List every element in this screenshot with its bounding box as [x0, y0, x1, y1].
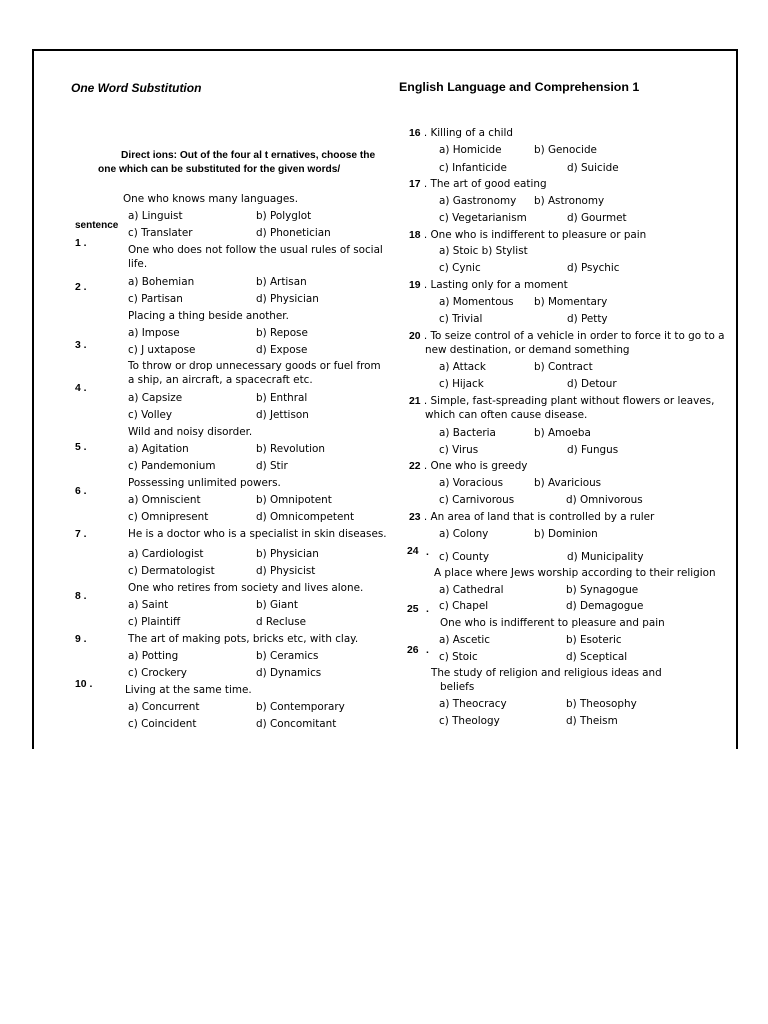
- option-a: a) Theocracy: [439, 698, 507, 710]
- question-number: 7 .: [75, 529, 87, 540]
- question-stem: . Lasting only for a moment: [420, 279, 568, 291]
- option-a: a) Bacteria: [439, 427, 496, 439]
- option-c: c) Virus: [439, 444, 479, 456]
- question-stem: . An area of land that is controlled by a ruler: [420, 511, 655, 523]
- question-number-dot: .: [426, 645, 429, 656]
- question-number-dot: .: [426, 604, 429, 615]
- option-d: d) Sceptical: [566, 651, 628, 663]
- option-c: c) Hijack: [439, 378, 484, 390]
- question-number: 19: [409, 280, 421, 291]
- option-a: a) Attack: [439, 361, 486, 373]
- option-d: d) Expose: [256, 344, 308, 356]
- option-b: b) Contract: [534, 361, 593, 373]
- question-number: 26: [407, 645, 419, 656]
- option-a: a) Agitation: [128, 443, 189, 455]
- question-stem: To throw or drop unnecessary goods or fuel from: [128, 360, 381, 372]
- document-subject: One Word Substitution: [71, 81, 202, 95]
- option-d: d) Concomitant: [256, 718, 337, 730]
- option-a: a) Omniscient: [128, 494, 201, 506]
- question-stem: . Simple, fast-spreading plant without flowers or leaves,: [420, 395, 715, 407]
- question-stem: . Killing of a child: [420, 127, 513, 139]
- option-a: a) Saint: [128, 599, 169, 611]
- option-c: c) Chapel: [439, 600, 489, 612]
- question-number: 10 .: [75, 679, 93, 690]
- option-d: d) Phonetician: [256, 227, 331, 239]
- option-c: c) County: [439, 551, 490, 563]
- question-stem-cont: beliefs: [440, 681, 475, 693]
- question-stem: . To seize control of a vehicle in order to force it to go to a: [420, 330, 725, 342]
- option-b: b) Theosophy: [566, 698, 637, 710]
- option-d: d) Gourmet: [567, 212, 627, 224]
- question-stem: Possessing unlimited powers.: [128, 477, 281, 489]
- option-c: c) Omnipresent: [128, 511, 209, 523]
- question-stem: . One who is indifferent to pleasure or pain: [420, 229, 647, 241]
- question-stem-cont: new destination, or demand something: [425, 344, 630, 356]
- question-stem: One who retires from society and lives alone.: [128, 582, 364, 594]
- option-b: b) Polyglot: [256, 210, 312, 222]
- option-d: d) Stir: [256, 460, 288, 472]
- option-c: c) Infanticide: [439, 162, 507, 174]
- question-number: 2 .: [75, 282, 87, 293]
- question-number: 18: [409, 230, 421, 241]
- question-stem: One who is indifferent to pleasure and pain: [440, 617, 665, 629]
- option-d: d) Jettison: [256, 409, 309, 421]
- question-number: 17: [409, 179, 421, 190]
- option-d: d) Fungus: [567, 444, 619, 456]
- question-stem: Placing a thing beside another.: [128, 310, 289, 322]
- question-number: 23: [409, 512, 421, 523]
- question-number: 22: [409, 461, 421, 472]
- question-17: [409, 178, 547, 191]
- option-a: a) Linguist: [128, 210, 183, 222]
- question-21: [409, 395, 714, 408]
- option-b: b) Physician: [256, 548, 319, 560]
- option-d: d) Suicide: [567, 162, 619, 174]
- option-d: d) Demagogue: [566, 600, 644, 612]
- option-d: d) Detour: [567, 378, 617, 390]
- option-d: d) Psychic: [567, 262, 620, 274]
- question-number: 4 .: [75, 383, 87, 394]
- option-d: d) Dynamics: [256, 667, 322, 679]
- directions-line-1: Direct ions: Out of the four al t ernatives, choose the: [121, 150, 376, 161]
- option-a: a) Voracious: [439, 477, 503, 489]
- question-stem: The study of religion and religious ideas and: [431, 667, 662, 679]
- question-22: [409, 460, 527, 473]
- question-number: 25: [407, 604, 419, 615]
- option-c: c) Cynic: [439, 262, 481, 274]
- question-number: 24: [407, 546, 419, 557]
- option-c: c) Dermatologist: [128, 565, 215, 577]
- option-b: b) Omnipotent: [256, 494, 332, 506]
- option-b: b) Momentary: [534, 296, 608, 308]
- option-b: b) Contemporary: [256, 701, 345, 713]
- option-b: b) Ceramics: [256, 650, 319, 662]
- option-b: b) Giant: [256, 599, 298, 611]
- question-stem-cont: a ship, an aircraft, a spacecraft etc.: [128, 374, 313, 386]
- option-b: b) Dominion: [534, 528, 598, 540]
- option-c: c) J uxtapose: [128, 344, 196, 356]
- option-b: b) Enthral: [256, 392, 308, 404]
- option-a: a) Potting: [128, 650, 179, 662]
- option-a: a) Cathedral: [439, 584, 504, 596]
- option-a: a) Impose: [128, 327, 180, 339]
- question-number: 9 .: [75, 634, 87, 645]
- question-number: 6 .: [75, 486, 87, 497]
- option-a: a) Momentous: [439, 296, 514, 308]
- question-stem: A place where Jews worship according to their religion: [434, 567, 716, 579]
- option-b: b) Revolution: [256, 443, 325, 455]
- option-b: b) Genocide: [534, 144, 597, 156]
- question-23: [409, 511, 654, 524]
- document-title: English Language and Comprehension 1: [399, 80, 640, 94]
- option-a: a) Concurrent: [128, 701, 200, 713]
- option-a: a) Cardiologist: [128, 548, 204, 560]
- option-c: c) Coincident: [128, 718, 197, 730]
- question-number: 20: [409, 331, 421, 342]
- question-number: 1 .: [75, 238, 87, 249]
- option-c: c) Vegetarianism: [439, 212, 527, 224]
- option-d: d) Physician: [256, 293, 319, 305]
- question-stem: Living at the same time.: [125, 684, 252, 696]
- question-stem-cont: which can often cause disease.: [425, 409, 588, 421]
- question-stem-cont: life.: [128, 258, 148, 270]
- question-number: 21: [409, 396, 421, 407]
- option-a-b: a) Stoic b) Stylist: [439, 245, 528, 257]
- sentence-label: sentence: [75, 220, 119, 231]
- option-b: b) Avaricious: [534, 477, 602, 489]
- option-d: d) Physicist: [256, 565, 316, 577]
- question-16: [409, 127, 513, 140]
- question-number: 3 .: [75, 340, 87, 351]
- option-b: b) Artisan: [256, 276, 307, 288]
- option-d: d) Omnivorous: [566, 494, 643, 506]
- option-a: a) Homicide: [439, 144, 502, 156]
- question-number-dot: .: [426, 547, 429, 558]
- question-stem: He is a doctor who is a specialist in skin diseases.: [128, 528, 387, 540]
- option-a: a) Colony: [439, 528, 489, 540]
- option-c: c) Pandemonium: [128, 460, 216, 472]
- option-c: c) Carnivorous: [439, 494, 515, 506]
- question-stem: One who knows many languages.: [123, 193, 298, 205]
- option-c: c) Crockery: [128, 667, 187, 679]
- question-19: [409, 279, 568, 292]
- directions-line-2: one which can be substituted for the given words/: [98, 164, 341, 175]
- question-number: 16: [409, 128, 421, 139]
- option-c: c) Stoic: [439, 651, 478, 663]
- question-number: 5 .: [75, 442, 87, 453]
- option-d: d) Petty: [567, 313, 608, 325]
- question-stem: The art of making pots, bricks etc, with clay.: [128, 633, 359, 645]
- option-a: a) Capsize: [128, 392, 183, 404]
- option-b: b) Esoteric: [566, 634, 622, 646]
- question-stem: Wild and noisy disorder.: [128, 426, 253, 438]
- option-c: c) Translater: [128, 227, 193, 239]
- option-c: c) Plaintiff: [128, 616, 181, 628]
- option-a: a) Bohemian: [128, 276, 195, 288]
- question-stem: One who does not follow the usual rules of social: [128, 244, 383, 256]
- option-a: a) Gastronomy: [439, 195, 517, 207]
- question-20: [409, 330, 725, 343]
- option-b: b) Amoeba: [534, 427, 591, 439]
- option-d: d) Theism: [566, 715, 618, 727]
- option-c: c) Trivial: [439, 313, 483, 325]
- option-d: d Recluse: [256, 616, 307, 628]
- question-18: [409, 229, 646, 242]
- option-c: c) Volley: [128, 409, 173, 421]
- option-b: b) Synagogue: [566, 584, 639, 596]
- option-d: d) Municipality: [567, 551, 644, 563]
- option-d: d) Omnicompetent: [256, 511, 355, 523]
- option-a: a) Ascetic: [439, 634, 491, 646]
- question-stem: . The art of good eating: [420, 178, 547, 190]
- option-b: b) Astronomy: [534, 195, 605, 207]
- option-c: c) Partisan: [128, 293, 183, 305]
- question-stem: . One who is greedy: [420, 460, 528, 472]
- question-number: 8 .: [75, 591, 87, 602]
- option-c: c) Theology: [439, 715, 500, 727]
- option-b: b) Repose: [256, 327, 308, 339]
